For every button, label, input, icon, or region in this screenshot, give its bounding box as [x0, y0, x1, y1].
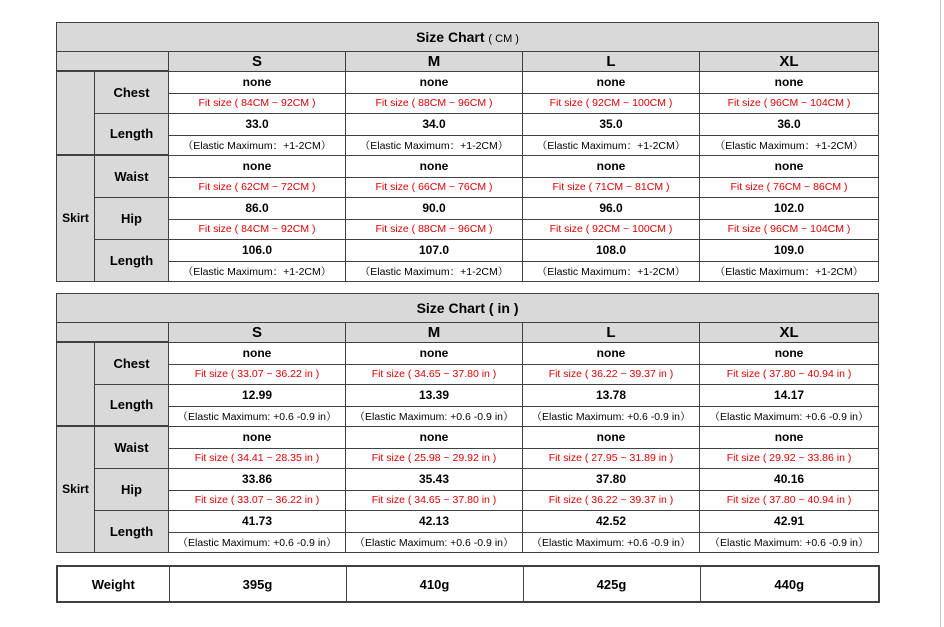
- inch-waist-fit-xl: Fit size ( 29.92 ~ 33.86 in ): [700, 448, 879, 468]
- cm-hip-value-m: 90.0: [346, 197, 523, 219]
- weight-table: [56, 565, 880, 603]
- cm-top-length-elastic-s: （Elastic Maximum：+1-2CM）: [169, 135, 346, 155]
- inch-header-corner: [57, 323, 169, 343]
- inch-skirt-length-elastic-l: （Elastic Maximum: +0.6 -0.9 in）: [523, 532, 700, 552]
- inch-hip-value-s: 33.86: [169, 468, 346, 490]
- cm-chart-title: [57, 23, 879, 52]
- weight-value-l: 425g: [523, 566, 700, 602]
- inch-size-header-s: S: [169, 323, 346, 343]
- cm-title-text: Size Chart: [416, 29, 485, 45]
- inch-chest-fit-l: Fit size ( 36.22 ~ 39.37 in ): [523, 364, 700, 384]
- cm-row-label-chest: Chest: [95, 71, 169, 113]
- weight-label: Weight: [57, 566, 169, 602]
- cm-skirt-length-value-xl: 109.0: [700, 239, 879, 261]
- inch-hip-fit-m: Fit size ( 34.65 ~ 37.80 in ): [346, 490, 523, 510]
- page-edge-divider: [940, 0, 941, 627]
- weight-value-xl: 440g: [700, 566, 879, 602]
- inch-skirt-length-value-xl: 42.91: [700, 510, 879, 532]
- cm-waist-value-m: none: [346, 155, 523, 177]
- inch-top-length-elastic-xl: （Elastic Maximum: +0.6 -0.9 in）: [700, 406, 879, 426]
- cm-chest-value-m: none: [346, 71, 523, 93]
- inch-row-label-hip: Hip: [95, 468, 169, 510]
- inch-chest-fit-xl: Fit size ( 37.80 ~ 40.94 in ): [700, 364, 879, 384]
- inch-waist-fit-m: Fit size ( 25.98 ~ 29.92 in ): [346, 448, 523, 468]
- inch-hip-value-m: 35.43: [346, 468, 523, 490]
- cm-chest-value-xl: none: [700, 71, 879, 93]
- cm-top-length-value-xl: 36.0: [700, 113, 879, 135]
- inch-top-length-elastic-m: （Elastic Maximum: +0.6 -0.9 in）: [346, 406, 523, 426]
- inch-row-label-top-length: Length: [95, 384, 169, 426]
- cm-hip-fit-m: Fit size ( 88CM ~ 96CM ): [346, 219, 523, 239]
- inch-skirt-length-value-l: 42.52: [523, 510, 700, 532]
- cm-row-label-hip: Hip: [95, 197, 169, 239]
- inch-size-header-m: M: [346, 323, 523, 343]
- cm-hip-fit-s: Fit size ( 84CM ~ 92CM ): [169, 219, 346, 239]
- inch-top-length-value-l: 13.78: [523, 384, 700, 406]
- cm-skirt-length-elastic-s: （Elastic Maximum：+1-2CM）: [169, 261, 346, 281]
- inch-hip-value-l: 37.80: [523, 468, 700, 490]
- cm-top-group-cell: [57, 71, 95, 155]
- inch-skirt-length-elastic-xl: （Elastic Maximum: +0.6 -0.9 in）: [700, 532, 879, 552]
- cm-row-label-skirt-length: Length: [95, 239, 169, 281]
- inch-skirt-length-elastic-s: （Elastic Maximum: +0.6 -0.9 in）: [169, 532, 346, 552]
- size-chart-cm-table: [56, 22, 879, 282]
- inch-skirt-length-elastic-m: （Elastic Maximum: +0.6 -0.9 in）: [346, 532, 523, 552]
- cm-chest-fit-m: Fit size ( 88CM ~ 96CM ): [346, 93, 523, 113]
- inch-top-length-elastic-s: （Elastic Maximum: +0.6 -0.9 in）: [169, 406, 346, 426]
- cm-top-length-elastic-l: （Elastic Maximum：+1-2CM）: [523, 135, 700, 155]
- inch-chart-title: Size Chart ( in ): [57, 294, 879, 323]
- inch-top-length-value-m: 13.39: [346, 384, 523, 406]
- inch-row-label-skirt-length: Length: [95, 510, 169, 552]
- cm-waist-fit-l: Fit size ( 71CM ~ 81CM ): [523, 177, 700, 197]
- cm-hip-value-s: 86.0: [169, 197, 346, 219]
- inch-waist-fit-l: Fit size ( 27.95 ~ 31.89 in ): [523, 448, 700, 468]
- inch-hip-value-xl: 40.16: [700, 468, 879, 490]
- cm-skirt-length-elastic-xl: （Elastic Maximum：+1-2CM）: [700, 261, 879, 281]
- cm-chest-fit-xl: Fit size ( 96CM ~ 104CM ): [700, 93, 879, 113]
- cm-row-label-top-length: Length: [95, 113, 169, 155]
- cm-top-length-value-m: 34.0: [346, 113, 523, 135]
- size-chart-inch-table: [56, 293, 879, 553]
- inch-waist-value-xl: none: [700, 426, 879, 448]
- weight-value-s: 395g: [169, 566, 346, 602]
- cm-waist-fit-s: Fit size ( 62CM ~ 72CM ): [169, 177, 346, 197]
- inch-top-length-elastic-l: （Elastic Maximum: +0.6 -0.9 in）: [523, 406, 700, 426]
- cm-skirt-group-label: Skirt: [57, 155, 95, 281]
- inch-waist-value-s: none: [169, 426, 346, 448]
- cm-waist-value-xl: none: [700, 155, 879, 177]
- cm-size-header-m: M: [346, 52, 523, 72]
- inch-chest-value-l: none: [523, 342, 700, 364]
- weight-value-m: 410g: [346, 566, 523, 602]
- cm-waist-fit-m: Fit size ( 66CM ~ 76CM ): [346, 177, 523, 197]
- inch-waist-value-m: none: [346, 426, 523, 448]
- inch-size-header-xl: XL: [700, 323, 879, 343]
- inch-skirt-length-value-s: 41.73: [169, 510, 346, 532]
- cm-chest-fit-s: Fit size ( 84CM ~ 92CM ): [169, 93, 346, 113]
- cm-row-label-waist: Waist: [95, 155, 169, 197]
- cm-hip-fit-l: Fit size ( 92CM ~ 100CM ): [523, 219, 700, 239]
- cm-chest-value-l: none: [523, 71, 700, 93]
- cm-header-corner: [57, 52, 169, 72]
- inch-chest-value-xl: none: [700, 342, 879, 364]
- cm-top-length-elastic-m: （Elastic Maximum：+1-2CM）: [346, 135, 523, 155]
- cm-skirt-length-elastic-l: （Elastic Maximum：+1-2CM）: [523, 261, 700, 281]
- inch-top-length-value-xl: 14.17: [700, 384, 879, 406]
- inch-row-label-chest: Chest: [95, 342, 169, 384]
- cm-chest-value-s: none: [169, 71, 346, 93]
- inch-hip-fit-s: Fit size ( 33.07 ~ 36.22 in ): [169, 490, 346, 510]
- inch-row-label-waist: Waist: [95, 426, 169, 468]
- cm-hip-fit-xl: Fit size ( 96CM ~ 104CM ): [700, 219, 879, 239]
- inch-chest-fit-s: Fit size ( 33.07 ~ 36.22 in ): [169, 364, 346, 384]
- inch-top-group-cell: [57, 342, 95, 426]
- inch-size-header-l: L: [523, 323, 700, 343]
- cm-size-header-s: S: [169, 52, 346, 72]
- inch-chest-value-s: none: [169, 342, 346, 364]
- inch-hip-fit-xl: Fit size ( 37.80 ~ 40.94 in ): [700, 490, 879, 510]
- cm-hip-value-l: 96.0: [523, 197, 700, 219]
- cm-skirt-length-value-m: 107.0: [346, 239, 523, 261]
- cm-hip-value-xl: 102.0: [700, 197, 879, 219]
- cm-size-header-l: L: [523, 52, 700, 72]
- inch-top-length-value-s: 12.99: [169, 384, 346, 406]
- cm-chest-fit-l: Fit size ( 92CM ~ 100CM ): [523, 93, 700, 113]
- cm-skirt-length-value-s: 106.0: [169, 239, 346, 261]
- cm-title-unit: ( CM ): [488, 33, 519, 45]
- cm-top-length-value-l: 35.0: [523, 113, 700, 135]
- cm-skirt-length-elastic-m: （Elastic Maximum：+1-2CM）: [346, 261, 523, 281]
- cm-size-header-xl: XL: [700, 52, 879, 72]
- cm-waist-value-s: none: [169, 155, 346, 177]
- cm-waist-value-l: none: [523, 155, 700, 177]
- inch-waist-value-l: none: [523, 426, 700, 448]
- inch-waist-fit-s: Fit size ( 34.41 ~ 28.35 in ): [169, 448, 346, 468]
- cm-top-length-value-s: 33.0: [169, 113, 346, 135]
- cm-waist-fit-xl: Fit size ( 76CM ~ 86CM ): [700, 177, 879, 197]
- cm-skirt-length-value-l: 108.0: [523, 239, 700, 261]
- inch-chest-fit-m: Fit size ( 34.65 ~ 37.80 in ): [346, 364, 523, 384]
- inch-hip-fit-l: Fit size ( 36.22 ~ 39.37 in ): [523, 490, 700, 510]
- cm-top-length-elastic-xl: （Elastic Maximum：+1-2CM）: [700, 135, 879, 155]
- inch-skirt-length-value-m: 42.13: [346, 510, 523, 532]
- inch-skirt-group-label: Skirt: [57, 426, 95, 552]
- inch-chest-value-m: none: [346, 342, 523, 364]
